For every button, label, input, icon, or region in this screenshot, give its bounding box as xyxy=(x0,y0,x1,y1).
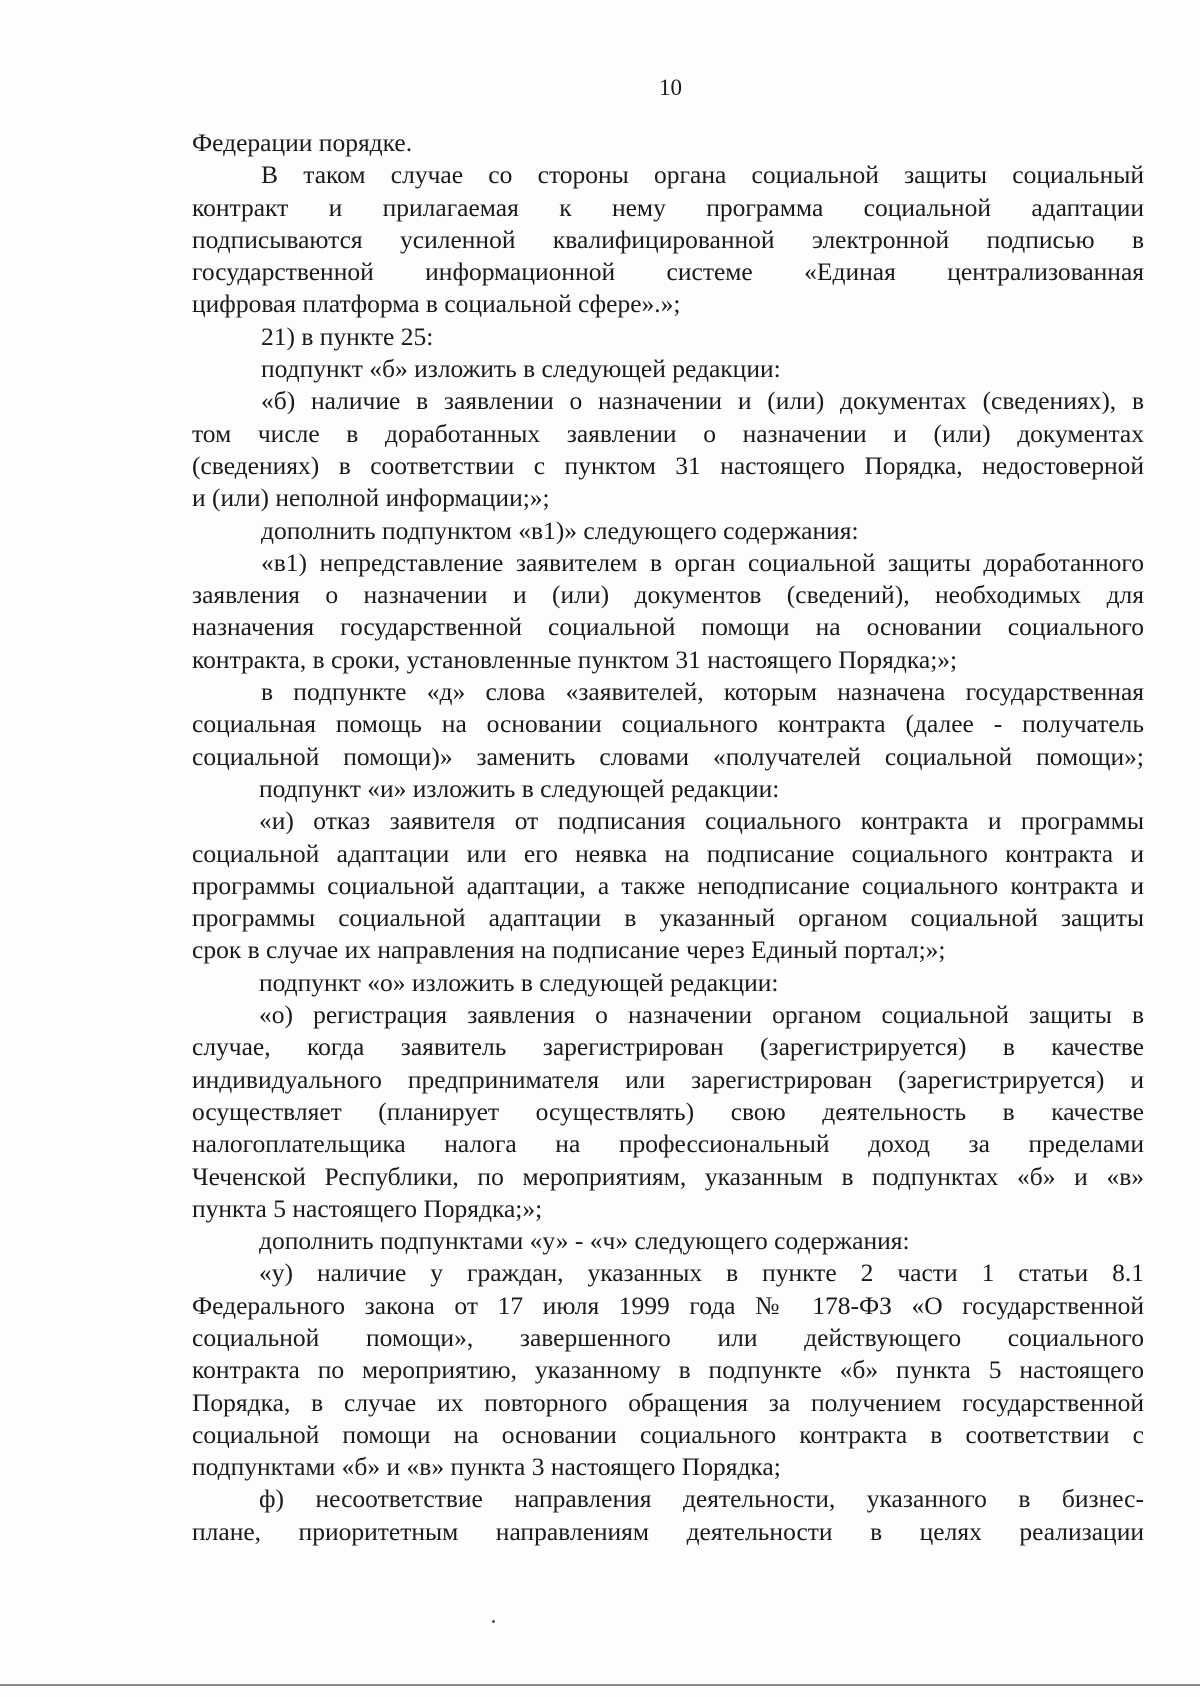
text-line: Федерации порядке. xyxy=(192,128,413,157)
text-line: том числе в доработанных заявлении о назначении и (или) документах xyxy=(192,418,1144,448)
text-line: программы социальной адаптации в указанный органом социальной защиты xyxy=(192,903,1144,933)
text-line: цифровая платформа в социальной сфере».»; xyxy=(192,289,681,319)
text-line: подпункт «и» изложить в следующей редакции: xyxy=(259,773,780,803)
text-line: социальной помощи», завершенного или действующего социального xyxy=(192,1322,1144,1352)
text-line: заявления о назначении и (или) документов (сведений), необходимых для xyxy=(192,580,1144,610)
text-line: срок в случае их направления на подписание через Единый портал;»; xyxy=(192,935,946,965)
text-line: «и) отказ заявителя от подписания социального контракта и программы xyxy=(259,806,1144,836)
text-line: социальной адаптации или его неявка на подписание социального контракта и xyxy=(192,838,1144,868)
scan-speck xyxy=(492,1620,495,1623)
text-line: В таком случае со стороны органа социальной защиты социальный xyxy=(261,160,1144,190)
text-line: контракта по мероприятию, указанному в подпункте «б» пункта 5 настоящего xyxy=(192,1355,1144,1385)
text-line: контракт и прилагаемая к нему программа социальной адаптации xyxy=(192,192,1144,222)
text-line: Чеченской Республики, по мероприятиям, указанным в подпунктах «б» и «в» xyxy=(192,1161,1144,1191)
text-line: «о) регистрация заявления о назначении органом социальной защиты в xyxy=(259,1000,1144,1030)
text-line: Федерального закона от 17 июля 1999 года № 178-ФЗ «О государственной xyxy=(192,1290,1144,1320)
text-line: 21) в пункте 25: xyxy=(261,321,434,351)
text-line: социальной помощи)» заменить словами «получателей социальной помощи»; xyxy=(192,741,1144,771)
text-line: дополнить подпунктом «в1)» следующего содержания: xyxy=(261,515,859,545)
text-line: программы социальной адаптации, а также неподписание социального контракта и xyxy=(192,870,1144,900)
text-line: Порядка, в случае их повторного обращения за получением государственной xyxy=(192,1387,1144,1417)
document-body xyxy=(192,127,1144,1548)
text-line: «б) наличие в заявлении о назначении и (или) документах (сведениях), в xyxy=(261,386,1144,416)
text-line: дополнить подпунктами «у» - «ч» следующего содержания: xyxy=(259,1226,910,1256)
text-line: (сведениях) в соответствии с пунктом 31 настоящего Порядка, недостоверной xyxy=(192,450,1144,480)
text-line: осуществляет (планирует осуществлять) свою деятельность в качестве xyxy=(192,1096,1144,1126)
text-line: подпункт «о» изложить в следующей редакции: xyxy=(259,967,779,997)
text-line: контракта, в сроки, установленные пунктом 31 настоящего Порядка;»; xyxy=(192,644,958,674)
text-line: назначения государственной социальной помощи на основании социального xyxy=(192,612,1144,642)
text-line: налогоплательщика налога на профессиональный доход за пределами xyxy=(192,1129,1144,1159)
text-line: «у) наличие у граждан, указанных в пункте 2 части 1 статьи 8.1 xyxy=(259,1258,1144,1288)
text-line: подпункт «б» изложить в следующей редакции: xyxy=(261,354,781,384)
text-line: социальная помощь на основании социального контракта (далее - получатель xyxy=(192,709,1144,739)
text-line: индивидуального предпринимателя или зарегистрирован (зарегистрируется) и xyxy=(192,1064,1144,1094)
text-line: плане, приоритетным направлениям деятельности в целях реализации xyxy=(192,1516,1144,1546)
text-line: случае, когда заявитель зарегистрирован (зарегистрируется) в качестве xyxy=(192,1032,1144,1062)
scan-bottom-edge xyxy=(0,1684,1200,1686)
text-line: пункта 5 настоящего Порядка;»; xyxy=(192,1193,543,1223)
text-line: в подпункте «д» слова «заявителей, которым назначена государственная xyxy=(261,677,1144,707)
text-line: социальной помощи на основании социального контракта в соответствии с xyxy=(192,1419,1144,1449)
text-line: подписываются усиленной квалифицированной электронной подписью в xyxy=(192,224,1144,254)
text-line: подпунктами «б» и «в» пункта 3 настоящего Порядка; xyxy=(192,1452,781,1482)
text-line: государственной информационной системе «Единая централизованная xyxy=(192,257,1144,287)
text-line: ф) несоответствие направления деятельности, указанного в бизнес- xyxy=(259,1484,1144,1514)
page-number: 10 xyxy=(659,75,682,100)
text-line: «в1) непредставление заявителем в орган социальной защиты доработанного xyxy=(261,547,1144,577)
text-line: и (или) неполной информации;»; xyxy=(192,483,550,513)
